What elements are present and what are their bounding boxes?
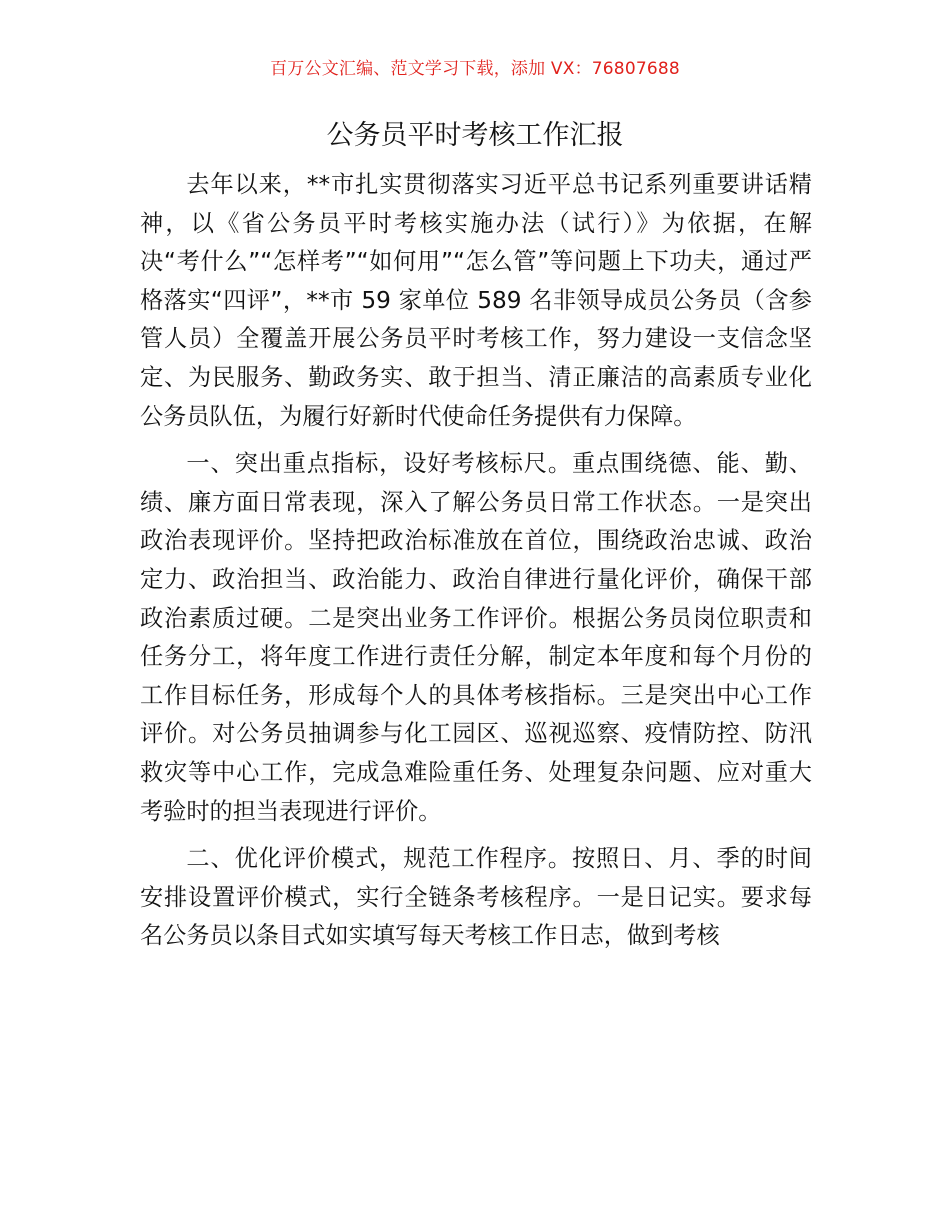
header-banner: 百万公文汇编、范文学习下载，添加 VX：76807688 <box>270 59 680 79</box>
paragraph-section-one: 一、突出重点指标，设好考核标尺。重点围绕德、能、勤、绩、廉方面日常表现，深入了解公务员日常工作状态。一是突出政治表现评价。坚持把政治标准放在首位，围绕政治忠诚、政治定力、政治担当、政治能力、政治自律进行量化评价，确保干部政治素质过硬。二是突出业务工作评价。根据公务员岗位职责和任务分工，将年度工作进行责任分解，制定本年度和每个月份的工作目标任务，形成每个人的具体考核指标。三是突出中心工作评价。对公务员抽调参与化工园区、巡视巡察、疫情防控、防汛救灾等中心工作，完成急难险重任务、处理复杂问题、应对重大考验时的担当表现进行评价。 <box>140 450 812 825</box>
document-body <box>140 166 812 956</box>
document-title: 公务员平时考核工作汇报 <box>326 120 624 151</box>
paragraph-section-two: 二、优化评价模式，规范工作程序。按照日、月、季的时间安排设置评价模式，实行全链条考核程序。一是日记实。要求每名公务员以条目式如实填写每天考核工作日志，做到考核 <box>140 845 812 950</box>
paragraph-intro: 去年以来，**市扎实贯彻落实习近平总书记系列重要讲话精神，以《省公务员平时考核实施办法（试行）》为依据，在解决“考什么”“怎样考”“如何用”“怎么管”等问题上下功夫，通过严格落实“四评”，**市 59 家单位 589 名非领导成员公务员（含参管人员）全覆盖开展公务员平时考核工作，努力建设一支信念坚定、为民服务、勤政务实、敢于担当、清正廉洁的高素质专业化公务员队伍，为履行好新时代使命任务提供有力保障。 <box>140 171 812 430</box>
